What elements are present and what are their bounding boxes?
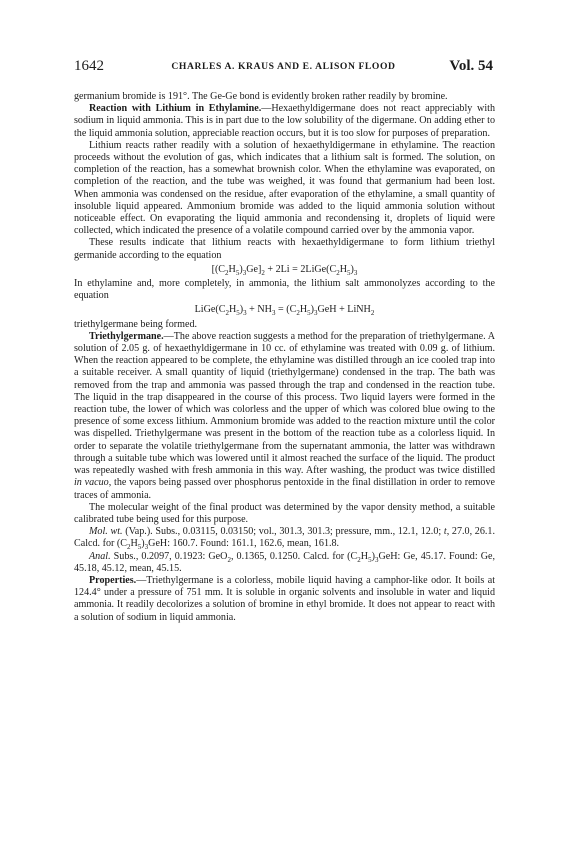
page-number: 1642 [74,58,104,74]
equation-2: $LiGe(C_2H_5)_3 + NH_3 = (C_2H_5)_3GeH$ + LiNH$_2$ [194,304,375,318]
page-header [74,58,493,78]
paragraph-ammonolysis: In ethylamine and, more completely, in ammonia, the lithium salt ammonolyzes according to the equation [74,278,495,302]
paragraph-lithium-reaction [74,103,495,140]
paragraph-molecular-weight: The molecular weight of the final product was determined by the vapor density method, a suitable calibrated tube being used for this purpose. [74,501,495,525]
paragraph-text: —Hexaethyldigermane does not react appreciably with sodium in liquid ammonia. This is in part due to the low solubility of the digermane. On adding ether to the liquid ammonia solution, appreciable reaction occurs, but it is too slow for purposes of preparation. [74,103,495,139]
data-molecular-weight: Mol. wt. (Vap.). Subs., 0.03115, 0.03150; vol., 301.3, 301.3; pressure, mm., 12.1, 12.0; t, 27.0, 26.1. Calcd. for $(C_2H_5)_3GeH$: 160.7. Found: 161.1, 162.6, mean, 161.8. [74,526,495,552]
section-heading-properties: Properties. [89,574,137,586]
paragraph-continuation: germanium bromide is 191°. The Ge-Ge bond is evidently broken rather readily by bromine. [74,91,448,102]
section-heading-lithium: Reaction with Lithium in Ethylamine. [89,103,262,115]
data-analysis: Anal. Subs., 0.2097, 0.1923: GeO$_2$, 0.1365, 0.1250. Calcd. for $(C_2H_5)_3GeH$: Ge, 45.17. Found: Ge, 45.18, 45.12, mean, 45.15. [74,550,495,574]
paragraph-properties: Properties.—Triethylgermane is a colorless, mobile liquid having a camphor-like odor. It boils at 124.4° under a pressure of 751 mm. It is soluble in organic solvents and insoluble in water and liquid ammonia. It readily decolorizes a solution of bromine in ethyl bromide. It does not appear to react with a solution of sodium in liquid ammonia. [74,574,495,623]
in-vacuo: in vacuo [74,477,109,489]
paragraph-triethylgermane-formed: triethylgermane being formed. [74,318,198,330]
running-title: CHARLES A. KRAUS AND E. ALISON FLOOD [171,61,396,72]
paragraph-triethylgermane: Triethylgermane.—The above reaction suggests a method for the preparation of triethylgermane. A solution of 2.05 g. of hexaethyldigermane in 10 cc. of ethylamine was treated with 0.09 g. of lithium. When the reaction appeared to be complete, the ethylamine was distilled through an ice cooled trap into a suitable receiver. A small quantity of liquid (triethylgermane) condensed in the trap. The bath was removed from the trap and ammonia was passed through the trap and condensed in the reaction tube. The liquid in the trap disappeared in the course of this process. Two liquid layers were formed in the reaction tube, the lower of which was colorless and the upper of which was colored blue owing to the presence of some excess lithium. Ammonium bromide was added to the reaction mixture until the color was dispelled. Triethylgermane was present in the bottom of the reaction tube as a colorless liquid. In order to separate the volatile triethylgermane from the supernatant ammonia, the latter was withdrawn through a suitable tube which was lowered until it almost reached the surface of the liquid. The product was repeatedly washed with fresh ammonia in this way. After washing, the product was twice distilled in vacuo, the vapors being passed over phosphorus pentoxide in the final distillation in order to remove traces of ammonia. [74,330,495,501]
volume-label: Vol. 54 [449,58,493,74]
paragraph-results: These results indicate that lithium reacts with hexaethyldigermane to form lithium triethyl germanide according to the equation [74,237,495,261]
equation-1: $[(C_2H_5)_3Ge]_2 + 2Li$ = $2LiGe(C_2H_5)_3$ [211,263,358,277]
section-heading-triethylgermane: Triethylgermane. [89,330,164,342]
article-body [74,91,495,624]
paragraph-lithium-details: Lithium reacts rather readily with a solution of hexaethyldigermane in ethylamine. The reaction proceeds without the evolution of gas, which indicates that a lithium salt is formed. The solution, on completion of the reaction, has a somewhat brownish color. When the ethylamine was evaporated, on completion of the reaction, and the tube was weighed, it was found that germanium had been lost. When ammonia was condensed on the residue, after evaporation of the ethylamine, a small quantity of insoluble liquid appeared. Ammonium bromide was added to the liquid ammonia solution without noticeable effect. On evaporating the liquid ammonia and recondensing it, droplets of liquid were collected, which indicated the presence of a volatile compound carried over by the ammonia vapor. [74,139,495,237]
